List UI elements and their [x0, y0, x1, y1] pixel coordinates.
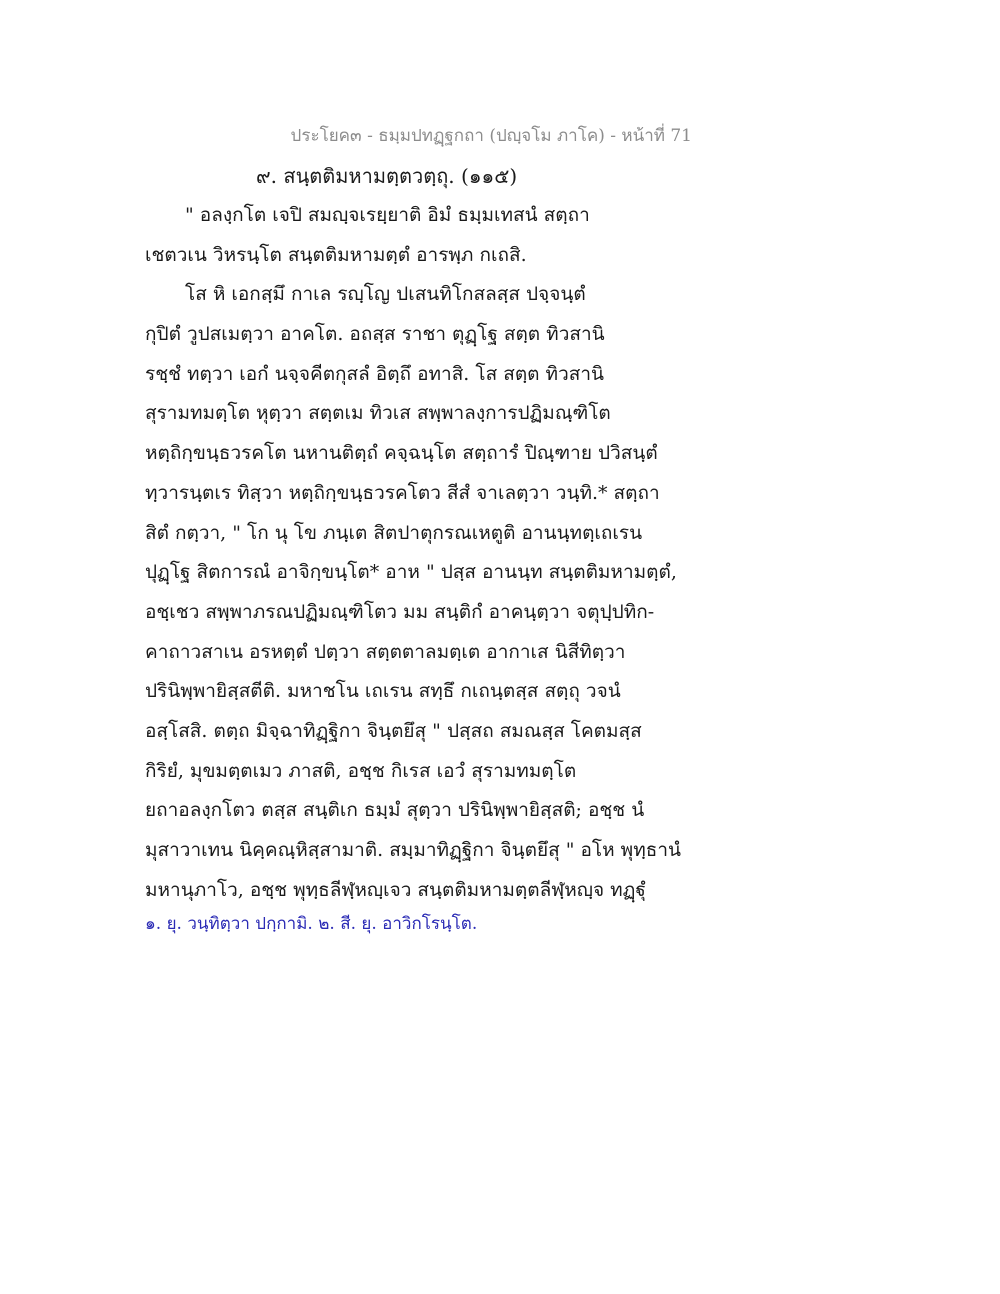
paragraph-line: มุสาวาเทน นิคฺคณฺหิสฺสามาติ. สมฺมาทิฏฺฐิกา จินฺตยึสุ " อโห พุทฺธานํ	[145, 839, 681, 861]
paragraph-line: สิตํ กตฺวา, " โก นุ โข ภนฺเต สิตปาตุกรณเหตูติ อานนฺทตฺเถเรน	[145, 521, 643, 544]
paragraph-line: มหานุภาโว, อชฺช พุทฺธลีฬฺหญฺเจว สนฺตติมหามตฺตลีฬฺหญฺจ ทฏฺฐุํ	[145, 878, 646, 901]
paragraph-line: เชตวเน วิหรนฺโต สนฺตติมหามตฺตํ อารพฺภ กเถสิ.	[145, 243, 527, 266]
paragraph-line: ยถาอลงฺกโตว ตสฺส สนฺติเก ธมฺมํ สุตฺวา ปรินิพฺพายิสฺสติ; อชฺช นํ	[145, 799, 645, 822]
paragraph-line: คาถาวสาเน อรหตฺตํ ปตฺวา สตฺตตาลมตฺเต อากาเส นิสีทิตฺวา	[145, 640, 626, 663]
paragraph-line: ปรินิพฺพายิสฺสตีติ. มหาชโน เถเรน สทฺธึ กเถนฺตสฺส สตฺถุ วจนํ	[145, 680, 621, 703]
footnote: ๑. ยุ. วนฺทิตฺวา ปกฺกามิ. ๒. สี. ยุ. อาวิกโรนฺโต.	[145, 914, 478, 934]
paragraph-line: สุรามทมตฺโต หุตฺวา สตฺตเม ทิวเส สพฺพาลงฺการปฏิมณฺฑิโต	[145, 402, 611, 425]
section-title: ๙. สนฺตติมหามตฺตวตฺถุ. (๑๑๕)	[256, 164, 518, 188]
paragraph-line: อสฺโสสิ. ตตฺถ มิจฺฉาทิฏฺฐิกา จินฺตยึสุ " ปสฺสถ สมณสฺส โคตมสฺส	[145, 719, 642, 742]
paragraph-line: หตฺถิกฺขนฺธวรคโต นหานติตฺถํ คจฺฉนฺโต สตฺถารํ ปิณฺฑาย ปวิสนฺตํ	[145, 442, 658, 465]
paragraph-line: ปุฏฺโฐ สิตการณํ อาจิกฺขนฺโต* อาห " ปสฺส อานนฺท สนฺตติมหามตฺตํ,	[145, 561, 677, 584]
paragraph-line: โส หิ เอกสฺมึ กาเล รญฺโญ ปเสนทิโกสลสฺส ปจฺจนฺตํ	[185, 283, 586, 306]
body-text	[145, 196, 705, 910]
paragraph-line: กุปิตํ วูปสเมตฺวา อาคโต. อถสฺส ราชา ตุฏฺโฐ สตฺต ทิวสานิ	[145, 323, 605, 346]
paragraph-line: กิริยํ, มุขมตฺตเมว ภาสติ, อชฺช กิเรส เอวํ สุรามทมตฺโต	[145, 759, 577, 782]
running-header: ประโยค๓ - ธมฺมปทฏฺฐกถา (ปญฺจโม ภาโค) - หน้าที่ 71	[290, 126, 692, 146]
paragraph-line: " อลงฺกโต เจปิ สมญฺจเรยฺยาติ อิมํ ธมฺมเทสนํ สตฺถา	[185, 204, 590, 226]
paragraph-line: ทฺวารนฺตเร ทิสฺวา หตฺถิกฺขนฺธวรคโตว สีสํ จาเลตฺวา วนฺทิ.* สตฺถา	[145, 481, 660, 504]
paragraph-line: อชฺเชว สพฺพาภรณปฏิมณฺฑิโตว มม สนฺติกํ อาคนฺตฺวา จตุปฺปทิก-	[145, 600, 655, 623]
paragraph-line: รชฺชํ ทตฺวา เอกํ นจฺจคีตกุสลํ อิตฺถึ อทาสิ. โส สตฺต ทิวสานิ	[145, 362, 604, 385]
